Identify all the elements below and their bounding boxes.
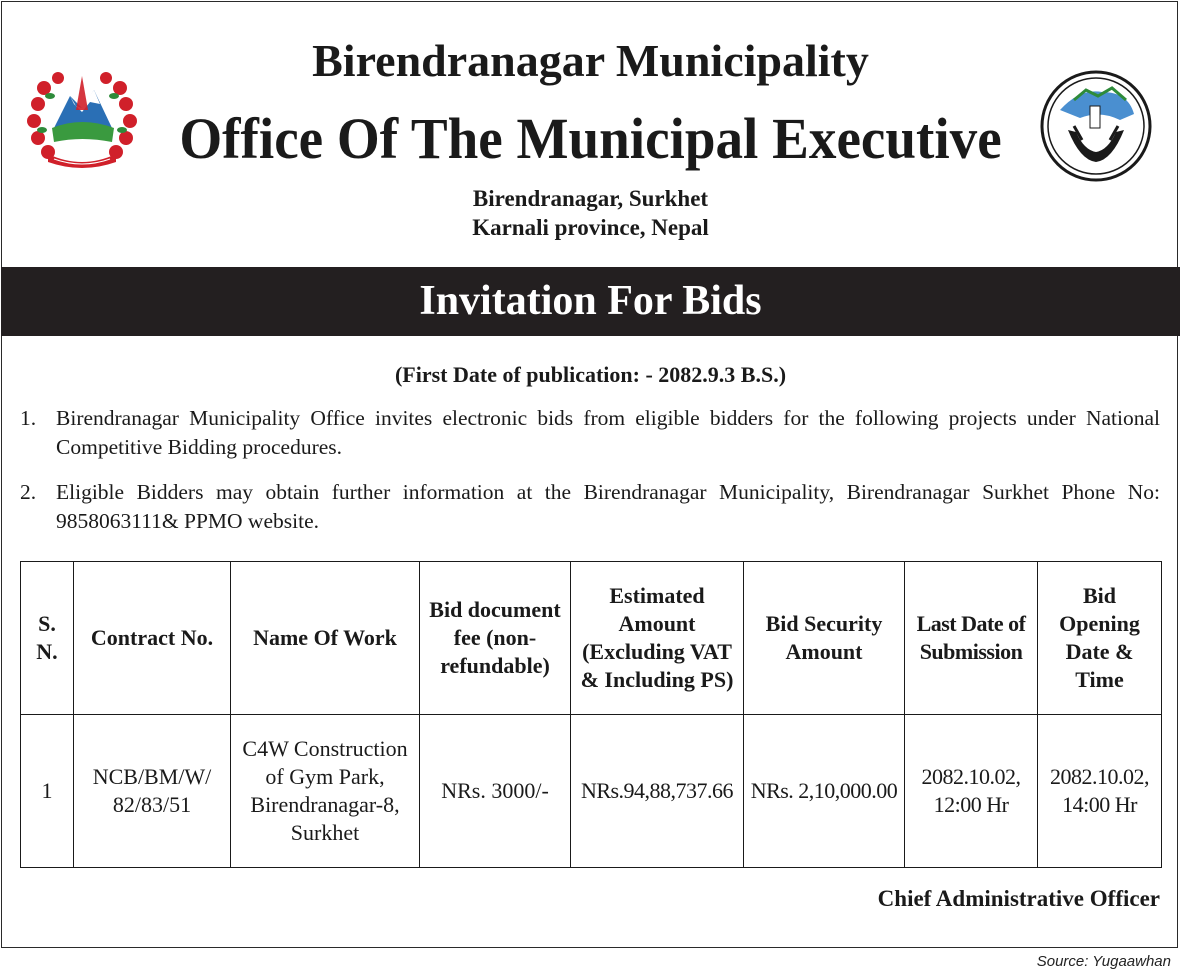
paragraph-2 — [20, 478, 1160, 536]
table-header-row — [21, 562, 1162, 715]
cell-name-of-work: C4W Construction of Gym Park, Birendranagar-8, Surkhet — [231, 715, 420, 868]
col-bid-document-fee: Bid document fee (non-refundable) — [420, 562, 571, 715]
office-title: Office Of The Municipal Executive — [179, 106, 1002, 171]
address-line-1: Birendranagar, Surkhet — [472, 186, 709, 211]
cell-fee: NRs. 3000/- — [420, 715, 571, 868]
col-sn: S. N. — [21, 562, 74, 715]
col-opening-date: Bid Opening Date & Time — [1038, 562, 1162, 715]
cell-sn: 1 — [21, 715, 74, 868]
col-contract-no: Contract No. — [74, 562, 231, 715]
cell-last-date: 2082.10.02, 12:00 Hr — [905, 715, 1038, 868]
publication-date: (First Date of publication: - 2082.9.3 B.S.) — [394, 362, 787, 387]
signer-title: Chief Administrative Officer — [877, 886, 1160, 911]
bids-table — [20, 561, 1162, 868]
col-estimated-amount: Estimated Amount (Excluding VAT & Including PS) — [571, 562, 744, 715]
source-credit: Source: Yugaawhan — [1036, 953, 1171, 970]
paragraph-text: Birendranagar Municipality Office invites electronic bids from eligible bidders for the following projects under National Competitive Bidding procedures. — [56, 406, 1160, 459]
cell-opening-date: 2082.10.02, 14:00 Hr — [1038, 715, 1162, 868]
invitation-banner — [1, 267, 1180, 336]
cell-estimated-amount: NRs.94,88,737.66 — [571, 715, 744, 868]
col-last-date: Last Date of Submission — [905, 562, 1038, 715]
paragraph-1 — [20, 404, 1160, 462]
banner-title: Invitation For Bids — [419, 278, 762, 324]
paragraph-text: Eligible Bidders may obtain further information at the Birendranagar Municipality, Birendranagar Surkhet Phone No: 9858063111& PPMO website. — [56, 480, 1160, 533]
col-bid-security: Bid Security Amount — [744, 562, 905, 715]
col-name-of-work: Name Of Work — [231, 562, 420, 715]
cell-bid-security: NRs. 2,10,000.00 — [744, 715, 905, 868]
paragraph-number: 2. — [20, 480, 37, 504]
paragraph-number: 1. — [20, 406, 37, 430]
cell-contract-no: NCB/BM/W/ 82/83/51 — [74, 715, 231, 868]
table-row — [21, 715, 1162, 868]
municipality-title: Birendranagar Municipality — [312, 35, 869, 86]
address-line-2: Karnali province, Nepal — [472, 215, 709, 240]
